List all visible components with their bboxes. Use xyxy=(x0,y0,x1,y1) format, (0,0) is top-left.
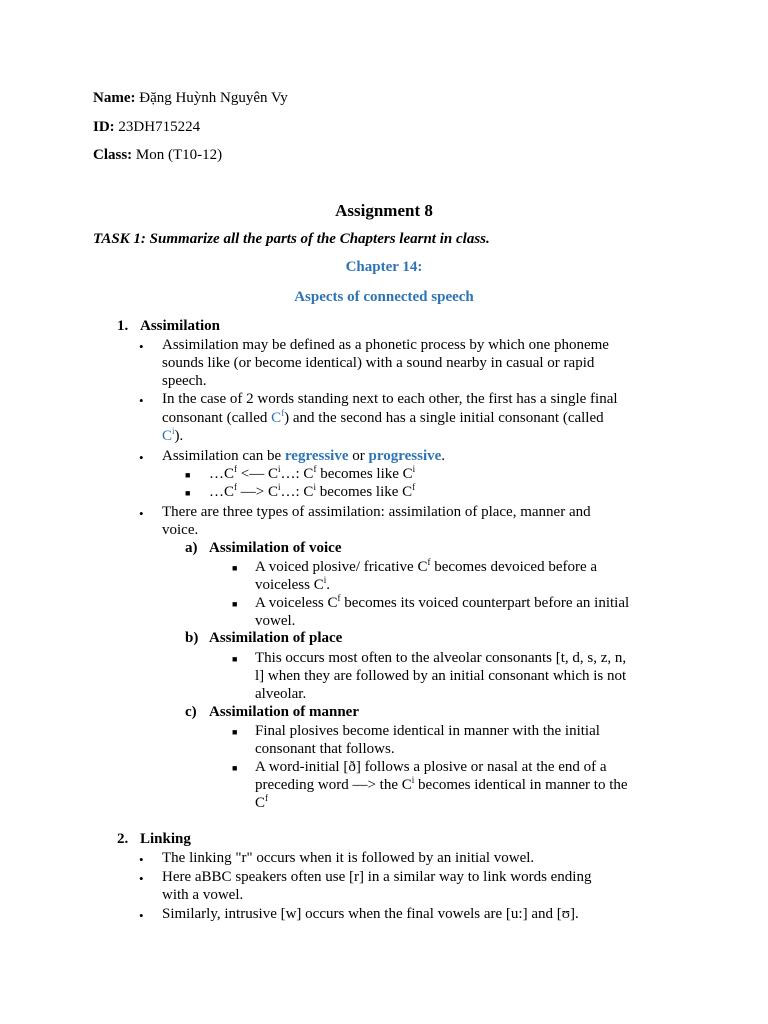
section-title: Linking xyxy=(140,831,191,847)
text-line: Assimilation can be regressive or progressive. xyxy=(162,448,446,464)
square-bullet-icon: ■ xyxy=(185,470,191,480)
text-line: The linking "r" occurs when it is followed by an initial vowel. xyxy=(162,850,535,866)
assignment-title: Assignment 8 xyxy=(335,201,433,220)
bullet-icon: • xyxy=(139,393,144,408)
square-bullet-icon: ■ xyxy=(232,599,238,609)
text-line: preceding word —> the $C^i$ becomes identical in manner to the xyxy=(255,775,628,793)
square-bullet-icon: ■ xyxy=(185,488,191,498)
id-line xyxy=(93,118,200,136)
bullet-icon: • xyxy=(139,852,144,867)
id-value: 23DH715224 xyxy=(114,119,201,135)
text-line: vowel. xyxy=(255,613,296,629)
bullet-icon: • xyxy=(139,506,144,521)
ci-symbol: $C^i$ xyxy=(162,426,175,444)
text-line: alveolar. xyxy=(255,686,307,702)
cf-symbol: $C^f$ xyxy=(271,408,285,426)
class-label: Class: xyxy=(93,147,133,163)
text-line: Assimilation may be defined as a phonetic process by which one phoneme xyxy=(162,337,609,353)
text-line: This occurs most often to the alveolar consonants [t, d, s, z, n, xyxy=(255,650,627,666)
text-line: l] when they are followed by an initial consonant which is not xyxy=(255,668,627,684)
bullet-icon: • xyxy=(139,908,144,923)
text-line: Similarly, intrusive [w] occurs when the final vowels are [u:] and [ʊ]. xyxy=(162,906,579,922)
text-line: consonant that follows. xyxy=(255,741,395,757)
subsection-voice-heading: a) Assimilation of voice xyxy=(185,540,342,556)
bullet-icon: • xyxy=(139,871,144,886)
subsection-place-heading: b) Assimilation of place xyxy=(185,630,343,646)
text-line: sounds like (or become identical) with a sound nearby in casual or rapid xyxy=(162,355,595,371)
chapter-heading: Chapter 14: xyxy=(345,259,423,275)
text-line: There are three types of assimilation: assimilation of place, manner and xyxy=(162,504,591,520)
square-bullet-icon: ■ xyxy=(232,654,238,664)
section-linking-heading xyxy=(117,831,191,848)
square-bullet-icon: ■ xyxy=(232,727,238,737)
text-line: voice. xyxy=(162,522,199,538)
section-number: 1. xyxy=(117,318,129,334)
text-line: In the case of 2 words standing next to each other, the first has a single final xyxy=(162,391,618,407)
id-label: ID: xyxy=(93,119,115,135)
name-value: Đặng Huỳnh Nguyên Vy xyxy=(135,90,288,106)
bullet-icon: • xyxy=(139,339,144,354)
section-number: 2. xyxy=(117,831,129,847)
text-line: $\dots C^f$ <— $C^i\dots$: $C^f$ becomes like $C^i$ xyxy=(209,464,416,482)
text-line: with a vowel. xyxy=(162,887,244,903)
text-line: $C^i$). xyxy=(162,426,184,444)
text-line: consonant (called $C^f$) and the second has a single initial consonant (called xyxy=(162,408,604,426)
class-value: Mon (T10-12) xyxy=(132,147,223,163)
bullet-icon: • xyxy=(139,450,144,465)
progressive-term: progressive xyxy=(368,448,442,464)
text-line: A word-initial [ð] follows a plosive or nasal at the end of a xyxy=(255,759,607,775)
text-line: voiceless $C^i$. xyxy=(255,575,331,593)
text-line: $\dots C^f$ —> $C^i\dots$: $C^i$ becomes like $C^f$ xyxy=(209,482,416,500)
text-line: Final plosives become identical in manner with the initial xyxy=(255,723,600,739)
section-assimilation-heading xyxy=(117,318,220,335)
text-line: A voiced plosive/ fricative $C^f$ becomes devoiced before a xyxy=(255,557,598,575)
text-line: speech. xyxy=(162,373,207,389)
text-line: A voiceless $C^f$ becomes its voiced counterpart before an initial xyxy=(255,593,630,611)
section-title: Assimilation xyxy=(140,318,221,334)
text-line: Here aBBC speakers often use [r] in a similar way to link words ending xyxy=(162,869,592,885)
name-line xyxy=(93,89,288,107)
class-line xyxy=(93,146,222,164)
regressive-term: regressive xyxy=(284,448,349,464)
name-label: Name: xyxy=(93,90,136,106)
square-bullet-icon: ■ xyxy=(232,563,238,573)
subsection-manner-heading: c) Assimilation of manner xyxy=(185,704,359,720)
text-line: $C^f$ xyxy=(255,793,269,811)
chapter-subtitle: Aspects of connected speech xyxy=(294,289,474,305)
square-bullet-icon: ■ xyxy=(232,763,238,773)
task-heading: TASK 1: Summarize all the parts of the Chapters learnt in class. xyxy=(93,231,490,247)
